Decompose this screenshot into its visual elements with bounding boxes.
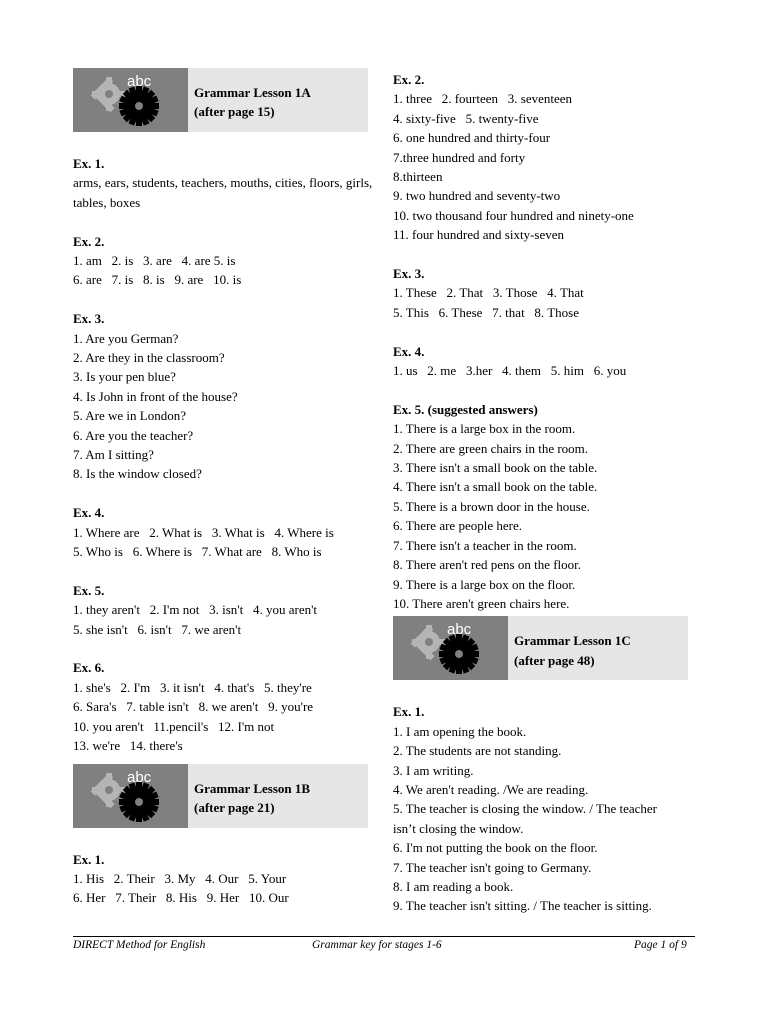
answer-line: 5. Who is 6. Where is 7. What are 8. Who is — [73, 544, 322, 560]
answer-line: 7. Am I sitting? — [73, 447, 154, 463]
exercise-2 — [73, 232, 373, 290]
answer-line: 8. There aren't red pens on the floor. — [393, 557, 582, 573]
answer-line: 1. I am opening the book. — [393, 723, 527, 739]
answer-line: 10. two thousand four hundred and ninety-one — [393, 207, 634, 223]
answer-line: 6. are 7. is 8. is 9. are 10. is — [73, 272, 242, 288]
answer-line: 8. I am reading a book. — [393, 878, 514, 894]
lesson-title: Grammar Lesson 1C — [514, 633, 631, 649]
answer-line: 5. The teacher is closing the window. / The teacher — [393, 801, 658, 817]
answer-line: 10. you aren't 11.pencil's 12. I'm not — [73, 718, 275, 734]
answer-line: 7. The teacher isn't going to Germany. — [393, 859, 592, 875]
footer-divider — [73, 936, 695, 937]
exercise-heading: Ex. 1. — [393, 704, 425, 720]
answer-line: 11. four hundred and sixty-seven — [393, 227, 565, 243]
lesson-title: Grammar Lesson 1B — [194, 780, 311, 796]
answer-line: 4. Is John in front of the house? — [73, 388, 238, 404]
exercise-6 — [73, 658, 373, 755]
lesson-header-1a — [73, 68, 368, 132]
answer-line: 8.thirteen — [393, 169, 443, 185]
abc-gear-logo-icon — [73, 68, 188, 132]
svg-text:abc: abc — [127, 73, 152, 90]
answer-line: 6. one hundred and thirty-four — [393, 130, 551, 146]
answer-line: 6. Sara's 7. table isn't 8. we aren't 9. you're — [73, 699, 314, 715]
answer-line: 4. We aren't reading. /We are reading. — [393, 781, 589, 797]
svg-text:abc: abc — [127, 768, 152, 786]
answer-line: isn’t closing the window. — [393, 820, 524, 836]
exercise-5 — [73, 581, 373, 639]
exercise-2-lesson-1b — [393, 70, 693, 245]
exercise-4-lesson-1b — [393, 342, 693, 381]
exercise-3 — [73, 309, 373, 484]
lesson-title-block — [194, 83, 311, 122]
answer-line: 1. Where are 2. What is 3. What is 4. Where is — [73, 524, 334, 540]
exercise-5-lesson-1b — [393, 400, 693, 613]
answer-line: 6. I'm not putting the book on the floor. — [393, 840, 598, 856]
answer-line: 1. His 2. Their 3. My 4. Our 5. Your — [73, 870, 287, 886]
answer-line: 2. Are they in the classroom? — [73, 350, 225, 366]
lesson-header-1b — [73, 764, 368, 828]
exercise-heading: Ex. 5. (suggested answers) — [393, 401, 538, 417]
answer-line: 6. Her 7. Their 8. His 9. Her 10. Our — [73, 890, 289, 906]
answer-line: 2. There are green chairs in the room. — [393, 440, 589, 456]
answer-line: 6. There are people here. — [393, 518, 522, 534]
lesson-header-1c — [393, 616, 688, 680]
exercise-heading: Ex. 2. — [73, 233, 105, 249]
answer-line: 1. Are you German? — [73, 330, 179, 346]
lesson-subtitle: (after page 15) — [194, 104, 275, 120]
exercise-heading: Ex. 1. — [73, 851, 105, 867]
answer-line: 7. There isn't a teacher in the room. — [393, 537, 577, 553]
answer-line: 13. we're 14. there's — [73, 738, 183, 754]
answer-line: arms, ears, students, teachers, mouths, cities, floors, girls, tables, boxes — [73, 175, 373, 210]
answer-line: 3. There isn't a small book on the table. — [393, 460, 598, 476]
answer-line: 1. am 2. is 3. are 4. are 5. is — [73, 253, 236, 269]
exercise-1-lesson-1c — [393, 702, 693, 915]
exercise-heading: Ex. 4. — [393, 343, 425, 359]
answer-line: 1. they aren't 2. I'm not 3. isn't 4. you aren't — [73, 602, 318, 618]
answer-line: 6. Are you the teacher? — [73, 427, 194, 443]
exercise-heading: Ex. 5. — [73, 582, 105, 598]
answer-line: 1. There is a large box in the room. — [393, 421, 576, 437]
answer-line: 4. sixty-five 5. twenty-five — [393, 110, 539, 126]
exercise-heading: Ex. 3. — [73, 311, 105, 327]
answer-line: 5. This 6. These 7. that 8. Those — [393, 304, 579, 320]
footer-center: Grammar key for stages 1-6 — [312, 939, 442, 951]
exercise-1 — [73, 154, 373, 212]
answer-line: 3. I am writing. — [393, 762, 474, 778]
answer-line: 1. she's 2. I'm 3. it isn't 4. that's 5. they're — [73, 679, 312, 695]
answer-line: 2. The students are not standing. — [393, 743, 562, 759]
answer-line: 8. Is the window closed? — [73, 466, 202, 482]
lesson-subtitle: (after page 48) — [514, 652, 595, 668]
answer-line: 1. us 2. me 3.her 4. them 5. him 6. you — [393, 363, 627, 379]
footer-page-number: Page 1 of 9 — [634, 939, 687, 951]
answer-line: 5. she isn't 6. isn't 7. we aren't — [73, 621, 242, 637]
answer-line: 9. There is a large box on the floor. — [393, 576, 576, 592]
exercise-4 — [73, 503, 373, 561]
answer-line: 5. Are we in London? — [73, 408, 187, 424]
exercise-heading: Ex. 2. — [393, 72, 425, 87]
svg-text:abc: abc — [447, 621, 472, 639]
lesson-title-block — [194, 779, 310, 818]
exercise-heading: Ex. 1. — [73, 156, 105, 171]
lesson-subtitle: (after page 21) — [194, 799, 275, 815]
footer-left: DIRECT Method for English — [73, 939, 206, 951]
answer-line: 10. There aren't green chairs here. — [393, 595, 570, 611]
answer-line: 1. three 2. fourteen 3. seventeen — [393, 91, 573, 107]
abc-gear-logo-icon — [73, 764, 188, 828]
answer-line: 9. The teacher isn't sitting. / The teacher is sitting. — [393, 898, 652, 914]
exercise-1-lesson-1b — [73, 850, 373, 908]
answer-line: 5. There is a brown door in the house. — [393, 498, 590, 514]
exercise-heading: Ex. 6. — [73, 660, 105, 676]
answer-line: 1. These 2. That 3. Those 4. That — [393, 285, 584, 301]
right-column — [393, 70, 693, 916]
answer-line: 3. Is your pen blue? — [73, 369, 176, 385]
answer-line: 7.three hundred and forty — [393, 149, 526, 165]
lesson-title: Grammar Lesson 1A — [194, 85, 311, 100]
exercise-heading: Ex. 4. — [73, 505, 105, 521]
answer-line: 4. There isn't a small book on the table. — [393, 479, 598, 495]
exercise-3-lesson-1b — [393, 264, 693, 322]
left-column — [73, 68, 373, 908]
exercise-heading: Ex. 3. — [393, 266, 425, 282]
lesson-title-block — [514, 631, 631, 670]
abc-gear-logo-icon — [393, 616, 508, 680]
answer-line: 9. two hundred and seventy-two — [393, 188, 561, 204]
